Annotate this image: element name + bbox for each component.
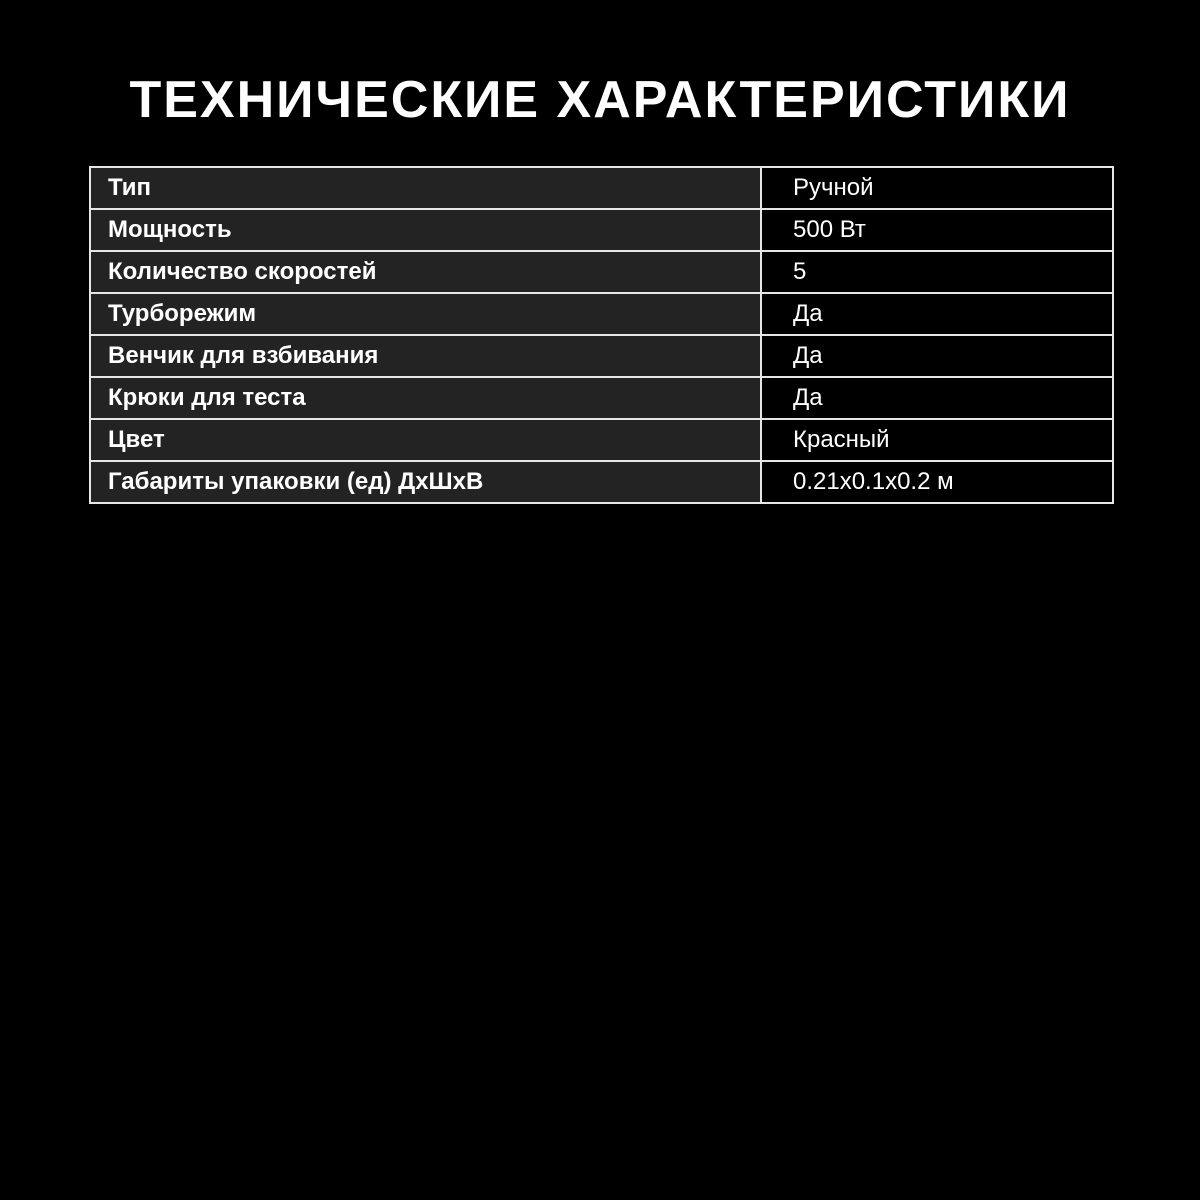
table-row [90, 167, 1113, 209]
spec-name-cell: Турборежим [90, 293, 761, 335]
spec-name-cell: Количество скоростей [90, 251, 761, 293]
table-row [90, 293, 1113, 335]
spec-name-cell: Тип [90, 167, 761, 209]
table-row [90, 251, 1113, 293]
specifications-table [89, 166, 1114, 504]
spec-value-cell: 0.21x0.1x0.2 м [761, 461, 1113, 503]
spec-value-cell: Да [761, 377, 1113, 419]
table-row [90, 209, 1113, 251]
spec-name-cell: Крюки для теста [90, 377, 761, 419]
spec-value-cell: Ручной [761, 167, 1113, 209]
spec-value-cell: Красный [761, 419, 1113, 461]
spec-name-cell: Цвет [90, 419, 761, 461]
page-title: ТЕХНИЧЕСКИЕ ХАРАКТЕРИСТИКИ [129, 71, 1071, 129]
table-row [90, 419, 1113, 461]
spec-value-cell: 500 Вт [761, 209, 1113, 251]
table-row [90, 335, 1113, 377]
specifications-table-body [90, 167, 1113, 503]
table-row [90, 377, 1113, 419]
spec-value-cell: Да [761, 335, 1113, 377]
spec-name-cell: Габариты упаковки (ед) ДхШхВ [90, 461, 761, 503]
spec-name-cell: Мощность [90, 209, 761, 251]
spec-name-cell: Венчик для взбивания [90, 335, 761, 377]
spec-value-cell: Да [761, 293, 1113, 335]
table-row [90, 461, 1113, 503]
spec-value-cell: 5 [761, 251, 1113, 293]
